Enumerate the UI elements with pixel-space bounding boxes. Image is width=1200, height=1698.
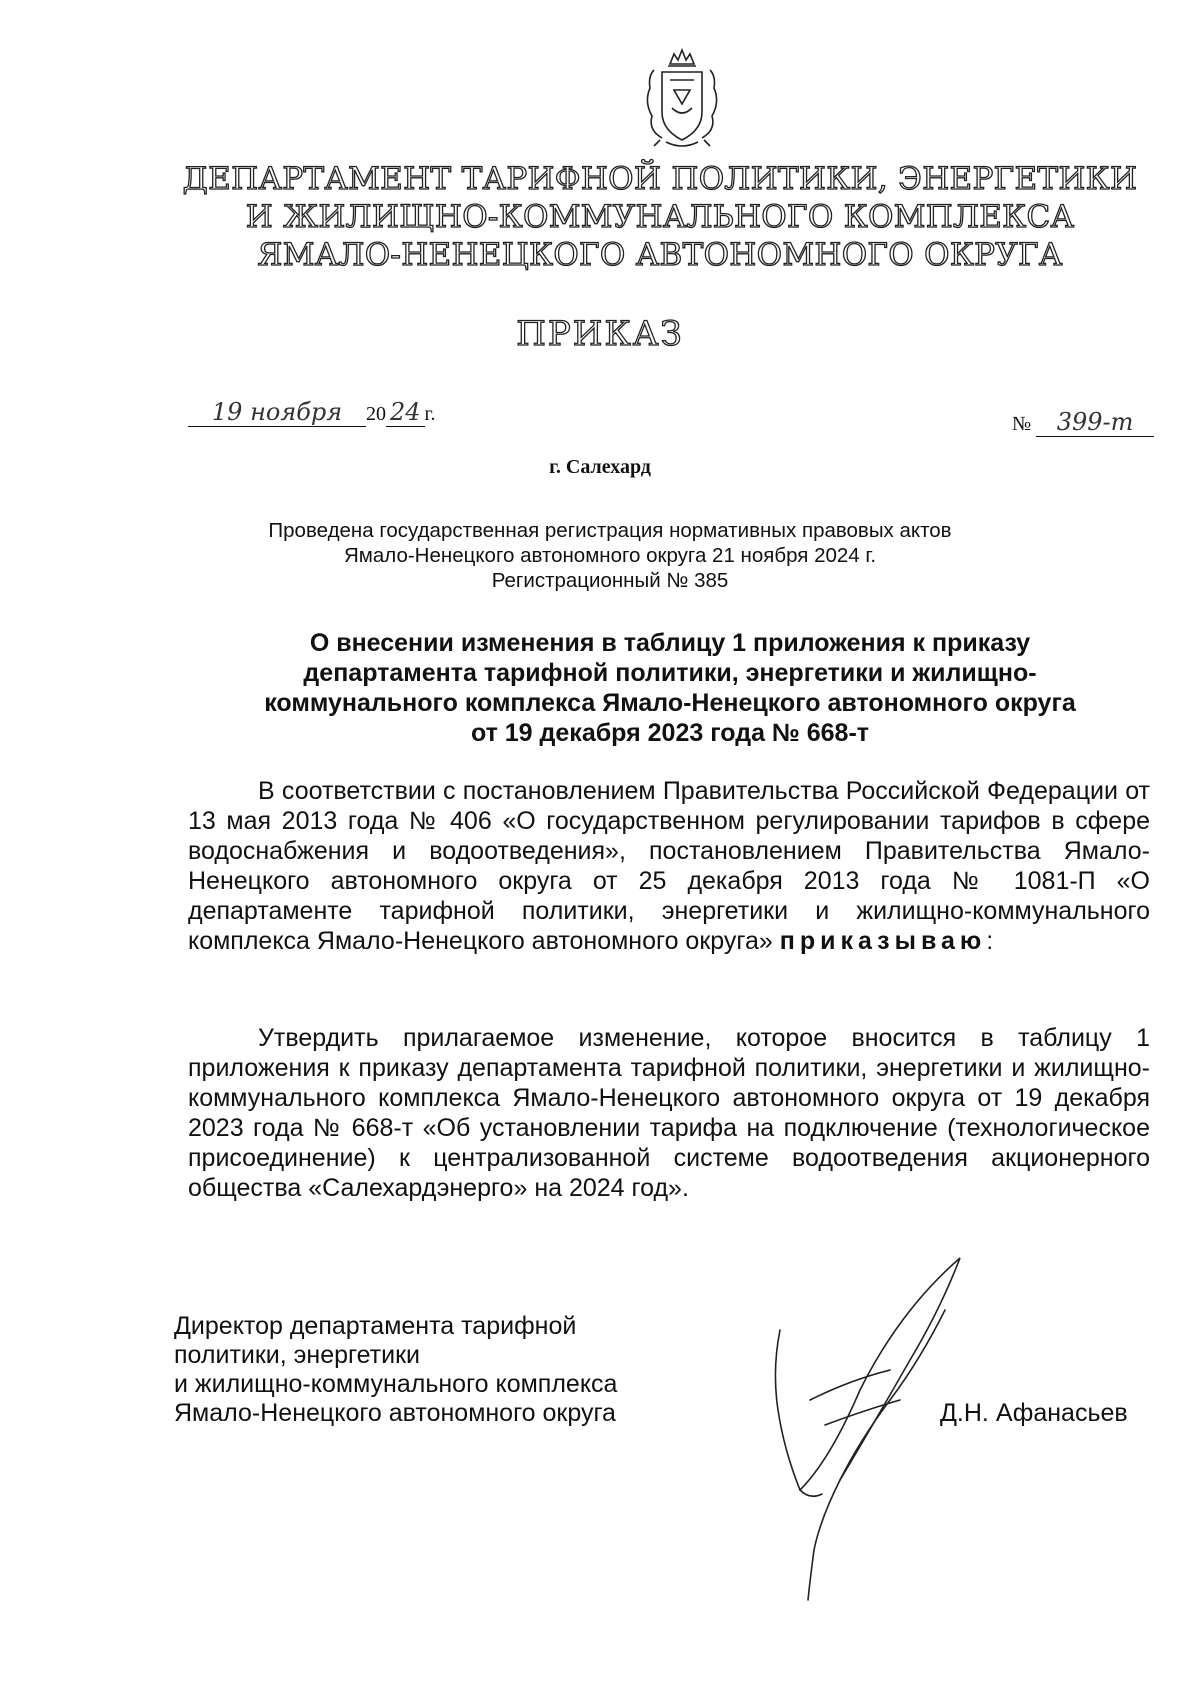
paragraph-1-text: В соответствии с постановлением Правительства Российской Федерации от 13 мая 2013 года № 406 «О государственном регулировании тарифов в сфере водоснабжения и водоотведения», постановлением Правительства Ямало-Ненецкого автономного округа от 25 декабря 2013 года № 1081-П «О департаменте тарифной политики, энергетики и жилищно-коммунального комплекса Ямало-Ненецкого автономного округа»	[188, 777, 1150, 955]
date-year-prefix: 20	[366, 403, 386, 425]
signer-line-3: и жилищно-коммунального комплекса	[174, 1370, 618, 1398]
registration-line-3: Регистрационный № 385	[491, 569, 729, 592]
document-type: ПРИКАЗ	[516, 314, 684, 354]
header-line-3: ЯМАЛО-НЕНЕЦКОГО АВТОНОМНОГО ОКРУГА	[257, 237, 1063, 273]
date-year-suffix: 24	[386, 398, 425, 427]
order-keyword: приказываю	[779, 927, 987, 955]
title-line-2: департамента тарифной политики, энергетики и жилищно-	[303, 659, 1037, 687]
signer-line-2: политики, энергетики	[174, 1341, 420, 1369]
date-year-abbrev: г.	[424, 403, 436, 425]
signer-line-1: Директор департамента тарифной	[174, 1312, 577, 1340]
date-month: ноября	[250, 398, 343, 426]
signer-name: Д.Н. Афанасьев	[940, 1399, 1128, 1427]
order-number	[1012, 408, 1154, 437]
order-date	[188, 398, 436, 427]
title-line-4: от 19 декабря 2023 года № 668-т	[470, 719, 870, 747]
registration-line-1: Проведена государственная регистрация нормативных правовых актов	[268, 519, 952, 542]
handwritten-signature	[770, 1250, 990, 1610]
registration-note	[200, 518, 1020, 593]
order-colon: :	[986, 927, 994, 955]
body-paragraph-1	[188, 776, 1150, 956]
coat-of-arms-emblem	[640, 46, 724, 154]
department-header	[150, 160, 1170, 274]
city: г. Салехард	[549, 456, 651, 478]
header-line-1: ДЕПАРТАМЕНТ ТАРИФНОЙ ПОЛИТИКИ, ЭНЕРГЕТИКИ	[182, 161, 1138, 197]
document-title	[190, 628, 1150, 748]
signer-position	[174, 1312, 617, 1428]
signer-line-4: Ямало-Ненецкого автономного округа	[174, 1399, 616, 1427]
number-value: 399-т	[1036, 408, 1154, 437]
body-paragraph-2: Утвердить прилагаемое изменение, которое вносится в таблицу 1 приложения к приказу департамента тарифной политики, энергетики и жилищно-коммунального комплекса Ямало-Ненецкого автономного округа от 19 декабря 2023 года № 668-т «Об установлении тарифа на подключение (технологическое присоединение) к централизованной системе водоотведения акционерного общества «Салехардэнерго» на 2024 год».	[188, 1024, 1150, 1202]
title-line-3: коммунального комплекса Ямало-Ненецкого автономного округа	[264, 689, 1076, 717]
header-line-2: И ЖИЛИЩНО-КОММУНАЛЬНОГО КОМПЛЕКСА	[245, 199, 1075, 235]
registration-line-2: Ямало-Ненецкого автономного округа 21 ноября 2024 г.	[343, 544, 877, 567]
title-line-1: О внесении изменения в таблицу 1 приложения к приказу	[309, 629, 1031, 657]
date-day: 19	[211, 398, 243, 426]
number-label: №	[1012, 413, 1032, 435]
